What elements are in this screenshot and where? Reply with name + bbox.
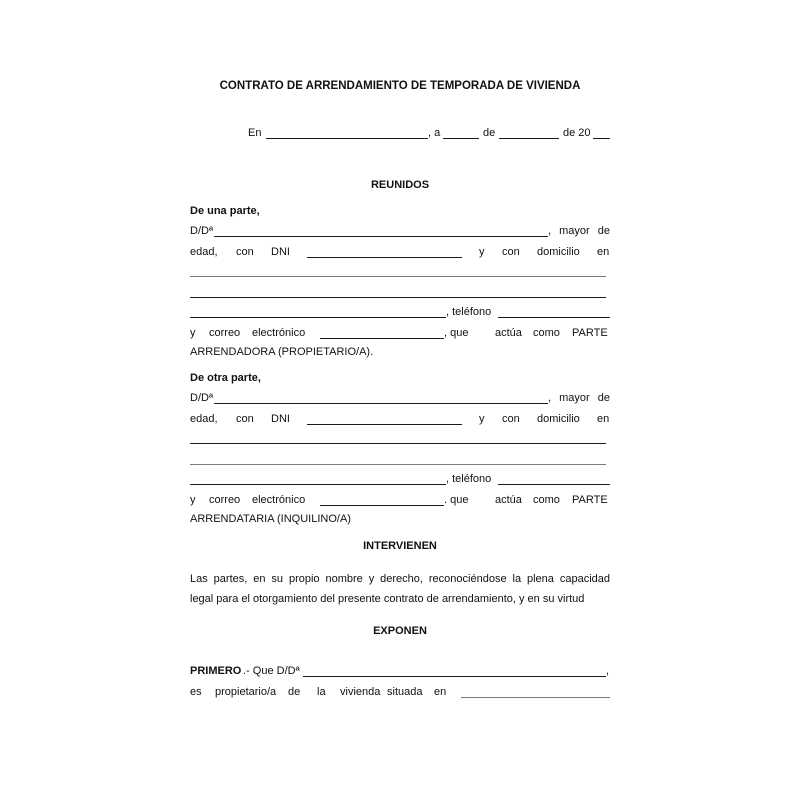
- parte2-domicilio: domicilio: [537, 413, 580, 425]
- parte1-dd-label: D/Dª: [190, 225, 214, 237]
- parte1-telefono-field[interactable]: [498, 317, 610, 318]
- parte2-address-line3[interactable]: [190, 484, 446, 485]
- parte1-con: con: [236, 246, 254, 258]
- parte2-address-line2[interactable]: [190, 464, 606, 465]
- parte2-telefono-field[interactable]: [498, 484, 610, 485]
- parte1-electronico: electrónico: [252, 327, 306, 339]
- parte1-en: en: [597, 246, 610, 258]
- parte1-dni-field[interactable]: [307, 257, 462, 258]
- parte2-correo-y: y: [190, 494, 196, 506]
- parte2-dni-label: DNI: [271, 413, 290, 425]
- parte2-en: en: [597, 413, 610, 425]
- parte1-edad: edad,: [190, 246, 218, 258]
- parte2-rol: ARRENDATARIA (INQUILINO/A): [190, 513, 351, 525]
- heading-exponen: EXPONEN: [373, 625, 427, 637]
- parte1-name-field[interactable]: [214, 236, 548, 237]
- parte1-que: , que: [444, 327, 469, 339]
- year-label: de 20: [563, 127, 591, 139]
- parte1-rol: ARRENDADORA (PROPIETARIO/A).: [190, 346, 374, 358]
- parte1-y: y: [479, 246, 485, 258]
- parte2-correo: correo: [209, 494, 241, 506]
- parte2-actua: actúa: [495, 494, 522, 506]
- parte2-electronico: electrónico: [252, 494, 306, 506]
- primero-address-field[interactable]: [461, 697, 610, 698]
- year-field[interactable]: [593, 138, 610, 139]
- parte2-como: como: [533, 494, 560, 506]
- primero-label: PRIMERO: [190, 665, 242, 677]
- document-title: CONTRATO DE ARRENDAMIENTO DE TEMPORADA DE VIVIENDA: [219, 80, 581, 92]
- day-label: , a: [428, 127, 441, 139]
- day-field[interactable]: [443, 138, 479, 139]
- month-label: de: [483, 127, 496, 139]
- parte1-con2: con: [502, 246, 520, 258]
- parte1-parte: PARTE: [572, 327, 608, 339]
- parte1-domicilio: domicilio: [537, 246, 580, 258]
- parte1-correo: correo: [209, 327, 241, 339]
- parte1-email-field[interactable]: [320, 338, 444, 339]
- parte1-dni-label: DNI: [271, 246, 290, 258]
- parte2-con2: con: [502, 413, 520, 425]
- parte2-telefono-label: , teléfono: [446, 473, 492, 485]
- intervienen-line2: legal para el otorgamiento del presente contrato de arrendamiento, y en su virtud: [190, 593, 585, 605]
- month-field[interactable]: [499, 138, 559, 139]
- primero-word-situada: situada: [387, 686, 423, 698]
- parte2-parte: PARTE: [572, 494, 608, 506]
- primero-word-en: en: [434, 686, 447, 698]
- primero-comma: ,: [606, 665, 610, 677]
- parte1-address-line3[interactable]: [190, 317, 446, 318]
- parte2-dni-field[interactable]: [307, 424, 462, 425]
- parte2-edad: edad,: [190, 413, 218, 425]
- place-label: En: [248, 127, 262, 139]
- parte1-telefono-label: , teléfono: [446, 306, 492, 318]
- primero-word-propietario: propietario/a: [215, 686, 277, 698]
- parte1-address-line2[interactable]: [190, 297, 606, 298]
- parte2-name-field[interactable]: [214, 403, 548, 404]
- primero-word-la: la: [317, 686, 326, 698]
- parte1-address-line1[interactable]: [190, 276, 606, 277]
- parte1-como: como: [533, 327, 560, 339]
- parte2-email-field[interactable]: [320, 505, 444, 506]
- parte1-actua: actúa: [495, 327, 522, 339]
- parte2-y: y: [479, 413, 485, 425]
- heading-reunidos: REUNIDOS: [370, 179, 430, 191]
- heading-intervienen: INTERVIENEN: [363, 540, 437, 552]
- parte1-correo-y: y: [190, 327, 196, 339]
- parte2-address-line1[interactable]: [190, 443, 606, 444]
- parte1-label: De una parte,: [190, 205, 260, 217]
- place-field[interactable]: [266, 138, 428, 139]
- primero-word-de: de: [288, 686, 301, 698]
- parte1-mayor-de: , mayor de: [548, 225, 610, 237]
- parte2-que: . que: [444, 494, 469, 506]
- parte2-con: con: [236, 413, 254, 425]
- primero-word-es: es: [190, 686, 202, 698]
- parte2-mayor-de: , mayor de: [548, 392, 610, 404]
- primero-word-vivienda: vivienda: [340, 686, 381, 698]
- parte2-label: De otra parte,: [190, 372, 261, 384]
- intervienen-line1: Las partes, en su propio nombre y derecho, reconociéndose la plena capacidad: [190, 573, 610, 585]
- primero-owner-field[interactable]: [303, 676, 606, 677]
- primero-text: .- Que D/Dª: [243, 665, 300, 677]
- parte2-dd-label: D/Dª: [190, 392, 214, 404]
